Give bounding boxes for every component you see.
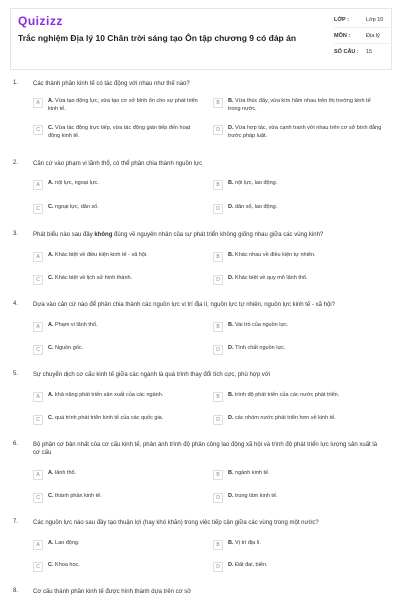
option-letter: C xyxy=(33,493,43,503)
option-b[interactable] xyxy=(213,180,383,190)
option-text: A. Vừa tạo động lực, vừa tạo cơ sở bình ổn cho sự phát triển kinh tế. xyxy=(48,98,198,112)
option-text: B. Vai trò của nguồn lực. xyxy=(228,322,289,328)
option-text: B. trình độ phát triển của các nước phát triển. xyxy=(228,392,340,398)
worksheet-header xyxy=(10,8,392,70)
option-a[interactable] xyxy=(33,180,203,190)
option-letter: A xyxy=(33,322,43,332)
option-text: C. Khác biệt về lịch sử hình thành. xyxy=(48,275,133,281)
option-text: D. Đất đai, biển. xyxy=(228,562,268,568)
option-text: A. Lao động. xyxy=(48,540,80,546)
option-text: C. Khoa học. xyxy=(48,562,80,568)
option-letter: D xyxy=(213,125,223,135)
option-letter: B xyxy=(213,540,223,550)
option-text: D. dân số, lao động. xyxy=(228,204,278,210)
option-b[interactable] xyxy=(213,98,383,113)
question-number: 7. xyxy=(13,519,19,525)
option-d[interactable] xyxy=(213,345,383,355)
question-6 xyxy=(10,441,390,511)
option-a[interactable] xyxy=(33,470,203,480)
option-letter: D xyxy=(213,415,223,425)
question-text: Bộ phận cơ bản nhất của cơ cấu kinh tế, phản ánh trình độ phân công lao động xã hội và trình độ phát triển lực lượng sản xuất là cơ cấu xyxy=(33,442,378,456)
meta-row-count xyxy=(334,44,389,59)
option-c[interactable] xyxy=(33,275,203,285)
option-text: D. các nhóm nước phát triển hơn về kinh tế. xyxy=(228,415,336,421)
option-b[interactable] xyxy=(213,322,383,332)
option-a[interactable] xyxy=(33,392,203,402)
option-letter: B xyxy=(213,252,223,262)
option-letter: A xyxy=(33,180,43,190)
option-text: A. lãnh thổ. xyxy=(48,470,77,476)
question-3 xyxy=(10,231,390,291)
question-text: Các thành phần kinh tế có tác động với nhau như thế nào? xyxy=(33,81,190,87)
question-text: Cơ cấu thành phần kinh tế được hình thành dựa trên cơ sở xyxy=(33,589,192,595)
option-letter: C xyxy=(33,345,43,355)
option-a[interactable] xyxy=(33,322,203,332)
meta-row-subject xyxy=(334,28,389,44)
meta-box xyxy=(334,12,389,59)
meta-value: Lớp 10 xyxy=(366,16,384,23)
option-text: B. nội lực, lao động. xyxy=(228,180,278,186)
option-d[interactable] xyxy=(213,493,383,503)
question-5 xyxy=(10,371,390,431)
option-text: B. ngành kinh tế. xyxy=(228,470,270,476)
option-letter: D xyxy=(213,204,223,214)
option-letter: A xyxy=(33,98,43,108)
option-text: A. Phạm vi lãnh thổ. xyxy=(48,322,98,328)
option-c[interactable] xyxy=(33,493,203,503)
option-letter: B xyxy=(213,180,223,190)
question-number: 1. xyxy=(13,80,19,86)
question-4 xyxy=(10,301,390,361)
option-letter: A xyxy=(33,470,43,480)
question-number: 8. xyxy=(13,588,19,594)
option-b[interactable] xyxy=(213,540,383,550)
question-number: 3. xyxy=(13,231,19,237)
question-text: Sự chuyển dịch cơ cấu kinh tế giữa các ngành là quá trình thay đổi tích cực, phù hợp với xyxy=(33,372,270,378)
option-c[interactable] xyxy=(33,415,203,425)
option-text: A. khả năng phát triển sản xuất của các ngành. xyxy=(48,392,164,398)
meta-label: LỚP : xyxy=(334,16,349,23)
option-letter: C xyxy=(33,562,43,572)
option-text: A. nội lực, ngoại lực. xyxy=(48,180,99,186)
option-d[interactable] xyxy=(213,204,383,214)
option-letter: C xyxy=(33,275,43,285)
meta-row-class xyxy=(334,12,389,28)
option-letter: C xyxy=(33,125,43,135)
option-text: D. Vừa hợp tác, vừa cạnh tranh với nhau trên cơ sở bình đẳng trước pháp luật. xyxy=(228,125,382,139)
quizizz-logo: Quizizz xyxy=(18,14,63,28)
option-text: D. Tính chất nguồn lực. xyxy=(228,345,286,351)
option-d[interactable] xyxy=(213,415,383,425)
option-text: C. Nguồn gốc. xyxy=(48,345,84,351)
question-text: Phát biểu nào sau đây không đúng về nguyên nhân của sự phát triển không giống nhau giữa các vùng kinh? xyxy=(33,232,324,238)
option-letter: A xyxy=(33,252,43,262)
option-text: B. Vừa thúc đẩy, vừa kìm hãm nhau trên thị trường kinh tế trong nước. xyxy=(228,98,371,112)
option-text: C. quá trình phát triển kinh tế của các quốc gia. xyxy=(48,415,164,421)
meta-value: Địa lý xyxy=(366,32,380,39)
option-letter: C xyxy=(33,415,43,425)
question-text: Dựa vào căn cứ nào để phân chia thành các nguồn lực vị trí địa lí, nguồn lực tự nhiên, nguồn lực kinh tế - xã hội? xyxy=(33,302,335,308)
meta-label: MÔN : xyxy=(334,32,351,39)
option-letter: A xyxy=(33,540,43,550)
option-b[interactable] xyxy=(213,252,383,262)
option-a[interactable] xyxy=(33,98,203,113)
question-8 xyxy=(10,588,390,600)
option-letter: A xyxy=(33,392,43,402)
option-d[interactable] xyxy=(213,125,383,140)
question-number: 2. xyxy=(13,160,19,166)
option-text: B. Khác nhau về điều kiện tự nhiên. xyxy=(228,252,316,258)
option-b[interactable] xyxy=(213,470,383,480)
option-text: A. Khác biệt về điều kiện kinh tế - xã hội. xyxy=(48,252,148,258)
option-a[interactable] xyxy=(33,540,203,550)
question-7 xyxy=(10,519,390,579)
option-d[interactable] xyxy=(213,562,383,572)
option-letter: B xyxy=(213,322,223,332)
option-letter: D xyxy=(213,562,223,572)
question-number: 4. xyxy=(13,301,19,307)
option-c[interactable] xyxy=(33,125,203,140)
meta-value: 15 xyxy=(366,48,373,55)
question-text: Căn cứ vào phạm vi lãnh thổ, có thể phân chia thành nguồn lực xyxy=(33,161,203,167)
option-text: D. Khác biệt về quy mô lãnh thổ. xyxy=(228,275,308,281)
option-b[interactable] xyxy=(213,392,383,402)
option-d[interactable] xyxy=(213,275,383,285)
option-c[interactable] xyxy=(33,562,203,572)
meta-label: SỐ CÂU : xyxy=(334,48,359,55)
option-c[interactable] xyxy=(33,204,203,214)
question-text: Các nguồn lực nào sau đây tạo thuận lợi (hay khó khăn) trong việc tiếp cận giữa các vùng trong một nước? xyxy=(33,520,319,526)
question-number: 5. xyxy=(13,371,19,377)
option-letter: B xyxy=(213,392,223,402)
option-letter: D xyxy=(213,493,223,503)
option-text: C. ngoại lực, dân số. xyxy=(48,204,99,210)
question-number: 6. xyxy=(13,441,19,447)
option-text: B. Vị trí địa lí. xyxy=(228,540,262,546)
option-text: D. trung tâm kinh tế. xyxy=(228,493,278,499)
option-letter: B xyxy=(213,98,223,108)
question-2 xyxy=(10,160,390,220)
option-text: C. Vừa tác động trực tiếp, vừa tác động gián tiếp đến hoạt động kinh tế. xyxy=(48,125,191,139)
option-letter: C xyxy=(33,204,43,214)
option-letter: B xyxy=(213,470,223,480)
option-a[interactable] xyxy=(33,252,203,262)
option-c[interactable] xyxy=(33,345,203,355)
question-1 xyxy=(10,80,390,150)
option-text: C. thành phần kinh tế. xyxy=(48,493,102,499)
option-letter: D xyxy=(213,275,223,285)
worksheet-title: Trắc nghiệm Địa lý 10 Chân trời sáng tạo Ôn tập chương 9 có đáp án xyxy=(18,33,297,43)
option-letter: D xyxy=(213,345,223,355)
